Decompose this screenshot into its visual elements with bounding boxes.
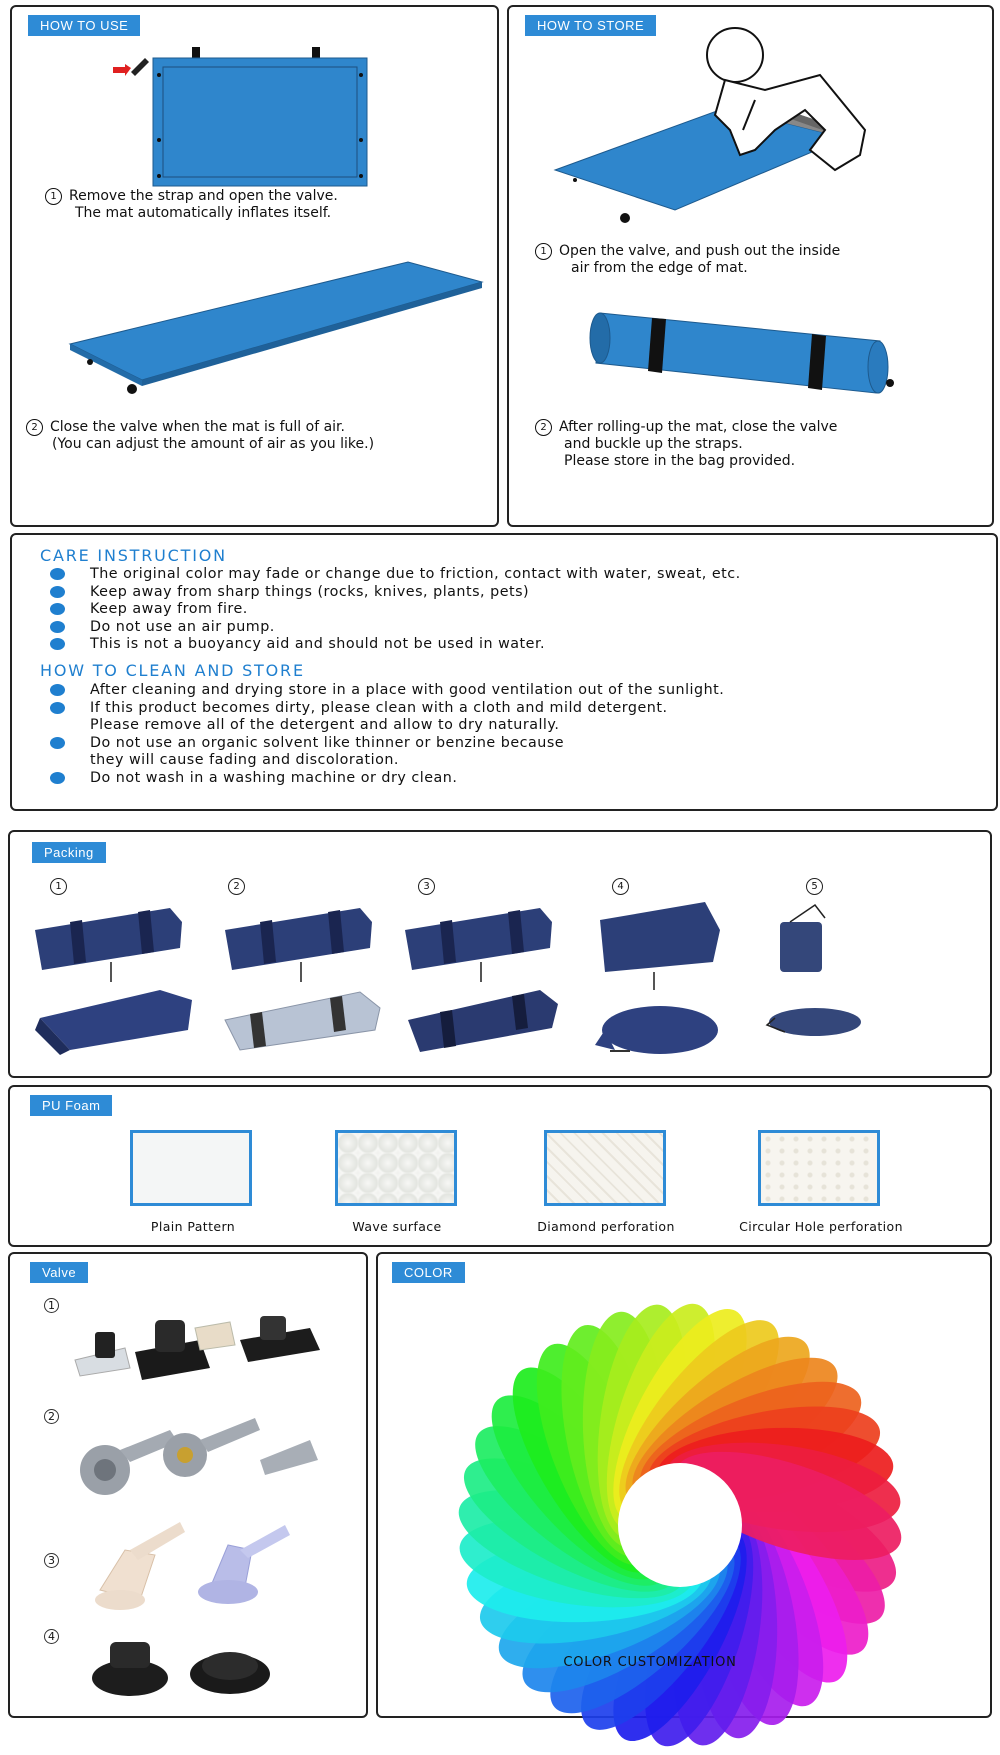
store-step2 xyxy=(535,419,837,470)
how-to-store-tag: HOW TO STORE xyxy=(525,15,656,36)
rolled-mat-illustration xyxy=(590,303,910,393)
step-number: 1 xyxy=(45,188,62,205)
care-item: This is not a buoyancy aid and should not be used in water. xyxy=(50,636,741,654)
bullet xyxy=(50,603,65,615)
packing-step-number: 4 xyxy=(612,878,629,895)
valve-illustrations xyxy=(60,1300,360,1690)
store-step2-line1: After rolling-up the mat, close the valve xyxy=(559,419,838,435)
bullet xyxy=(50,772,65,784)
clean-item: After cleaning and drying store in a place with good ventilation out of the sunlight. xyxy=(50,682,724,700)
clean-list xyxy=(50,682,724,787)
valve-step-number: 1 xyxy=(44,1298,59,1313)
foam-label: Plain Pattern xyxy=(150,1219,236,1234)
bullet xyxy=(50,586,65,598)
care-item: Do not use an air pump. xyxy=(50,619,741,637)
pu-foam-tag: PU Foam xyxy=(30,1095,112,1116)
foam-label: Wave surface xyxy=(352,1219,442,1234)
valve-tag: Valve xyxy=(30,1262,88,1283)
clean-item: Do not wash in a washing machine or dry clean. xyxy=(50,770,724,788)
person-rolling-mat-illustration xyxy=(555,20,925,220)
diamond-perforation-swatch xyxy=(544,1130,666,1206)
foam-label: Diamond perforation xyxy=(537,1219,675,1234)
wave-surface-swatch xyxy=(335,1130,457,1206)
use-step1-line2: The mat automatically inflates itself. xyxy=(75,205,332,221)
how-to-use-tag: HOW TO USE xyxy=(28,15,140,36)
color-wheel-center xyxy=(618,1463,742,1587)
bullet xyxy=(50,737,65,749)
use-step2 xyxy=(26,419,374,453)
packing-step-number: 2 xyxy=(228,878,245,895)
bullet xyxy=(50,568,65,580)
care-item: The original color may fade or change due to friction, contact with water, sweat, etc. xyxy=(50,566,741,584)
foam-label: Circular Hole perforation xyxy=(739,1219,903,1234)
step-number: 2 xyxy=(26,419,43,436)
use-step1 xyxy=(45,188,338,222)
valve-step-number: 3 xyxy=(44,1553,59,1568)
step-number: 1 xyxy=(535,243,552,260)
care-heading: CARE INSTRUCTION xyxy=(40,546,227,565)
step-number: 2 xyxy=(535,419,552,436)
use-step1-line1: Remove the strap and open the valve. xyxy=(69,188,338,204)
use-step2-line2: (You can adjust the amount of air as you like.) xyxy=(52,436,375,452)
store-step2-line3: Please store in the bag provided. xyxy=(564,453,796,469)
clean-heading: HOW TO CLEAN AND STORE xyxy=(40,661,305,680)
packing-tag: Packing xyxy=(32,842,106,863)
use-step2-line1: Close the valve when the mat is full of air. xyxy=(50,419,345,435)
clean-item: If this product becomes dirty, please clean with a cloth and mild detergent. Please remove all of the detergent and allow to dry naturally. xyxy=(50,700,724,735)
color-caption: COLOR CUSTOMIZATION xyxy=(563,1655,737,1670)
full-mat-illustration xyxy=(70,262,490,392)
care-item: Keep away from fire. xyxy=(50,601,741,619)
care-list xyxy=(50,566,741,654)
valve-step-number: 2 xyxy=(44,1409,59,1424)
care-item: Keep away from sharp things (rocks, knives, plants, pets) xyxy=(50,584,741,602)
circular-hole-swatch xyxy=(758,1130,880,1206)
color-wheel xyxy=(450,1295,910,1755)
packing-step-number: 3 xyxy=(418,878,435,895)
store-step2-line2: and buckle up the straps. xyxy=(564,436,743,452)
clean-item: Do not use an organic solvent like thinner or benzine because they will cause fading and discoloration. xyxy=(50,735,724,770)
bullet xyxy=(50,702,65,714)
bullet xyxy=(50,621,65,633)
inflating-mat-illustration xyxy=(125,40,385,190)
store-step1 xyxy=(535,243,840,277)
plain-pattern-swatch xyxy=(130,1130,252,1206)
store-step1-line1: Open the valve, and push out the inside xyxy=(559,243,841,259)
store-step1-line2: air from the edge of mat. xyxy=(571,260,748,276)
valve-step-number: 4 xyxy=(44,1629,59,1644)
color-tag: COLOR xyxy=(392,1262,465,1283)
bullet xyxy=(50,638,65,650)
packing-step-number: 1 xyxy=(50,878,67,895)
packing-steps-illustration xyxy=(30,900,930,1060)
bullet xyxy=(50,684,65,696)
packing-step-number: 5 xyxy=(806,878,823,895)
